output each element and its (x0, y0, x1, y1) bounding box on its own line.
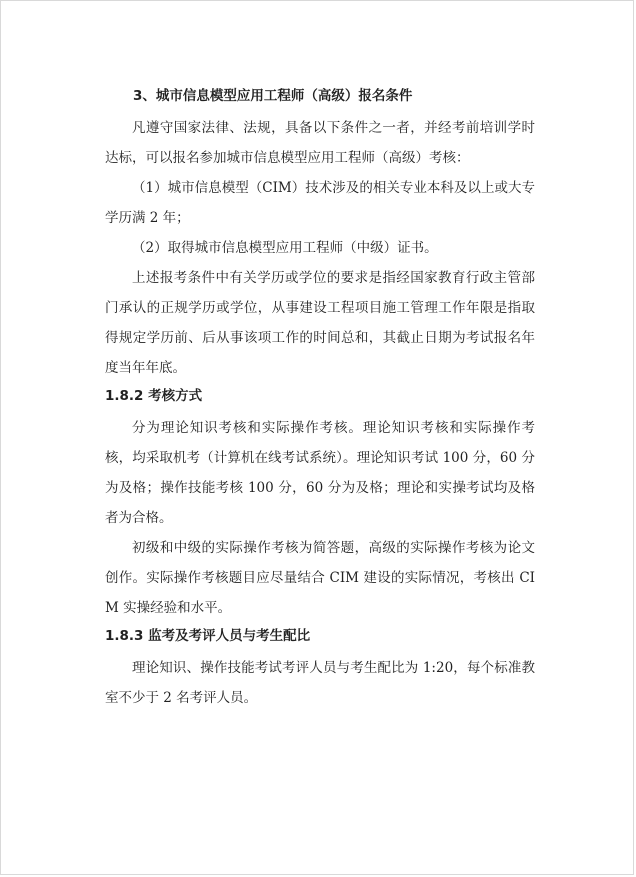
section-1-8-2-heading: 1.8.2 考核方式 (105, 388, 203, 404)
section-3-paragraph-1: 凡遵守国家法律、法规，具备以下条件之一者，并经考前培训学时达标，可以报名参加城市信息模型应用工程师（高级）考核： (105, 120, 535, 166)
section-1-8-2-paragraph-1: 分为理论知识考核和实际操作考核。理论知识考核和实际操作考核，均采取机考（计算机在线考试系统）。理论知识考试 100 分，60 分为及格；操作技能考核 100 分，60 分为及格；理论和实操考试均及格者为合格。 (105, 420, 535, 526)
section-1-8-2-paragraph-2: 初级和中级的实际操作考核为简答题，高级的实际操作考核为论文创作。实际操作考核题目应尽量结合 CIM 建设的实际情况，考核出 CIM 实操经验和水平。 (105, 540, 535, 616)
section-3-condition-2: （2）取得城市信息模型应用工程师（中级）证书。 (132, 240, 438, 256)
section-1-8-3-heading: 1.8.3 监考及考评人员与考生配比 (105, 628, 311, 644)
page-content (105, 85, 535, 713)
section-3-condition-1: （1）城市信息模型（CIM）技术涉及的相关专业本科及以上或大专学历满 2 年； (105, 180, 535, 226)
section-1-8-3-paragraph-1: 理论知识、操作技能考试考评人员与考生配比为 1:20，每个标准教室不少于 2 名考评人员。 (105, 660, 535, 706)
section-3-heading: 3、城市信息模型应用工程师（高级）报名条件 (133, 88, 413, 104)
section-3-paragraph-note: 上述报考条件中有关学历或学位的要求是指经国家教育行政主管部门承认的正规学历或学位，从事建设工程项目施工管理工作年限是指取得规定学历前、后从事该项工作的时间总和，其截止日期为考试报名年度当年年底。 (105, 270, 535, 376)
